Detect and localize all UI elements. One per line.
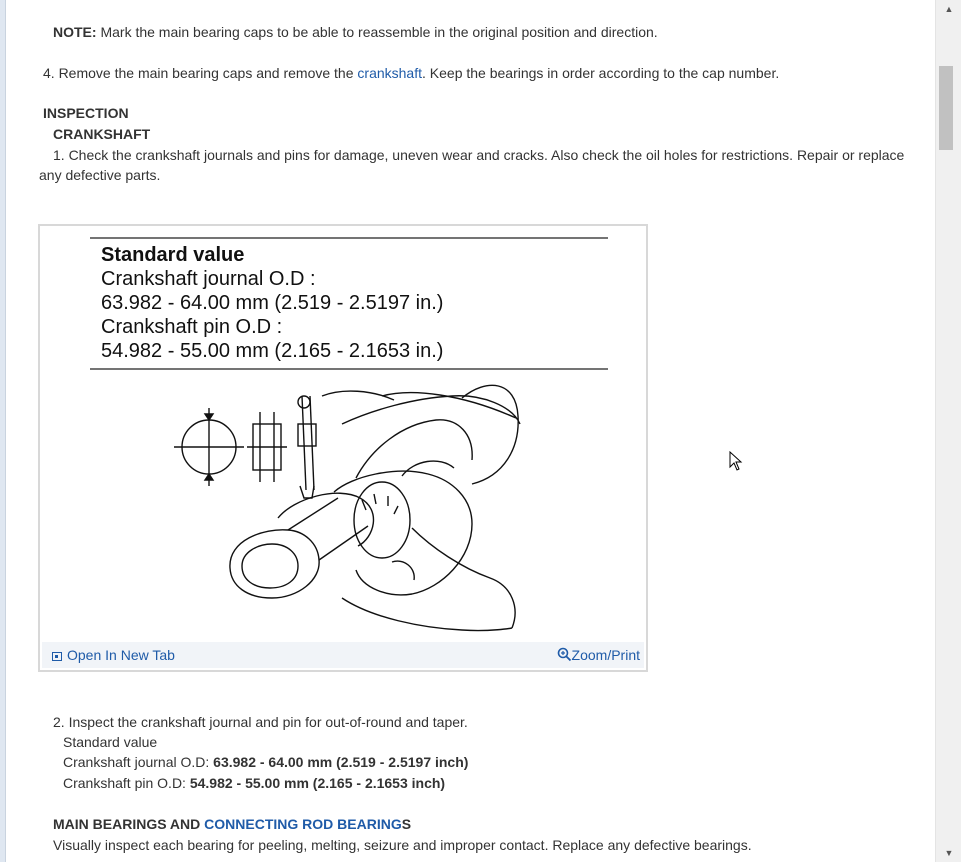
crankshaft-diagram [42,228,648,644]
mouse-cursor-icon [729,451,743,471]
scroll-down-arrow-icon[interactable]: ▼ [944,848,954,858]
figure-heading: Standard value [101,244,245,266]
inspection-heading: INSPECTION [43,105,129,121]
figure-line-1: Crankshaft journal O.D : [101,268,316,290]
note-label: NOTE: [53,24,97,40]
step-4-suffix: . Keep the bearings in order according to the cap number. [422,65,780,81]
bearings-text: Visually inspect each bearing for peeling, melting, seizure and improper contact. Replace any defective bearings. [53,837,752,853]
note-text: Mark the main bearing caps to be able to reassemble in the original position and direction. [96,24,658,40]
pin-spec-value: 54.982 - 55.00 mm (2.165 - 2.1653 inch) [189,775,446,791]
measurement-illustration [174,385,520,630]
step-4-prefix: 4. Remove the main bearing caps and remove the [43,65,358,81]
journal-spec [63,753,468,771]
note-paragraph [53,23,658,41]
bearings-heading-prefix: MAIN BEARINGS AND [53,816,205,832]
crankshaft-link[interactable]: crankshaft [357,65,422,81]
pin-spec-label: Crankshaft pin O.D: [63,775,190,791]
step-4-paragraph [43,64,779,82]
figure-line-4: 54.982 - 55.00 mm (2.165 - 2.1653 in.) [101,340,444,362]
step-1-line-2: any defective parts. [39,167,161,183]
figure-toolbar [42,642,644,668]
zoom-print-label: Zoom/Print [571,647,640,663]
journal-spec-value: 63.982 - 64.00 mm (2.519 - 2.5197 inch) [213,754,469,770]
figure-line-2: 63.982 - 64.00 mm (2.519 - 2.5197 in.) [101,292,444,314]
scroll-up-arrow-icon[interactable]: ▲ [944,4,954,14]
step-2-line-1: 2. Inspect the crankshaft journal and pin for out-of-round and taper. [53,714,468,730]
open-in-new-tab-label: Open In New Tab [67,647,175,663]
connecting-rod-bearing-link[interactable]: CONNECTING ROD BEARING [204,816,402,832]
figure-line-3: Crankshaft pin O.D : [101,316,283,338]
zoom-print-link[interactable] [557,646,640,664]
bearings-heading [53,815,411,833]
step-1-line-1: 1. Check the crankshaft journals and pins for damage, uneven wear and cracks. Also check the oil holes for restrictions. Repair or replace [53,147,905,163]
magnifier-icon [557,647,572,662]
scrollbar-thumb[interactable] [939,66,953,150]
crankshaft-subheading: CRANKSHAFT [53,126,151,142]
open-in-new-tab-icon [52,652,62,661]
open-in-new-tab-link[interactable] [52,646,175,664]
figure-image [42,228,644,642]
journal-spec-label: Crankshaft journal O.D: [63,754,214,770]
bearings-heading-suffix: S [401,816,412,832]
vertical-scrollbar[interactable] [935,0,961,862]
pin-spec [63,774,445,792]
crankshaft-figure [38,224,648,672]
step-2-line-2: Standard value [63,734,158,750]
